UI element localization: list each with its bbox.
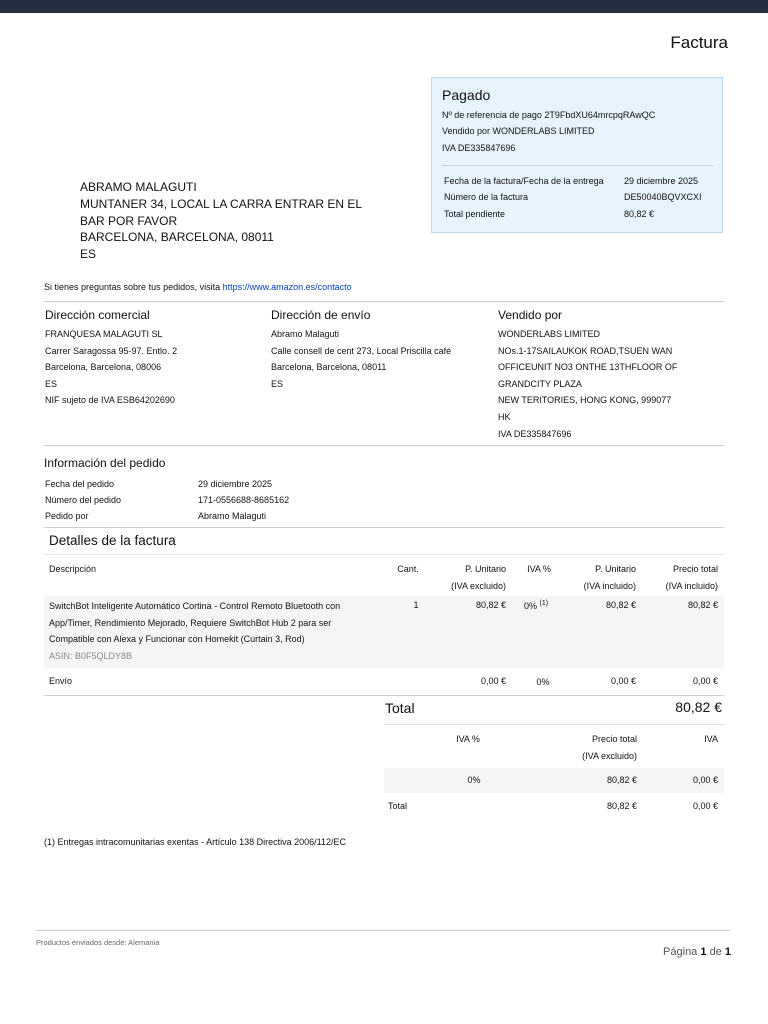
item-vat-footnote-ref: (1) (539, 600, 549, 607)
page-label: Página (663, 946, 698, 958)
customer-city: BARCELONA, BARCELONA, 08011 (80, 230, 274, 245)
divider (44, 445, 724, 446)
summary-total: 80,82 € (606, 775, 637, 785)
seller-line: WONDERLABS LIMITED (498, 329, 601, 339)
billing-heading: Dirección comercial (45, 308, 150, 322)
billing-line: NIF sujeto de IVA ESB64202690 (45, 395, 175, 406)
customer-address (80, 179, 370, 263)
top-bar (0, 0, 768, 13)
ordered-by-row (45, 511, 267, 521)
seller-line: GRANDCITY PLAZA (498, 378, 582, 389)
page-number (663, 946, 731, 958)
shipping-total-price: 0,00 € (692, 676, 718, 686)
payment-status-box (431, 77, 723, 233)
col-unit-price-excl-line1: P. Unitario (465, 564, 506, 574)
seller-line: HK (498, 411, 511, 422)
divider (44, 527, 724, 528)
order-number-label: Número del pedido (45, 495, 122, 505)
page-of: de (709, 946, 722, 958)
order-number-row (45, 495, 290, 505)
ordered-by-value: Abramo Malaguti (198, 511, 267, 521)
amount-due-label: Total pendiente (444, 209, 506, 219)
invoice-number-value: DE50040BQVXCXI (624, 192, 702, 202)
shipping-line: ES (271, 378, 284, 389)
seller-line: NOs.1-17SAILAUKOK ROAD,TSUEN WAN (498, 345, 673, 356)
total-label: Total (385, 700, 415, 716)
ordered-by-label: Pedido por (45, 511, 89, 521)
invoice-details-heading: Detalles de la factura (49, 533, 176, 548)
document-title: Factura (670, 33, 728, 52)
col-description: Descripción (49, 564, 97, 574)
invoice-number-row (444, 192, 712, 202)
payment-status: Pagado (442, 87, 491, 103)
shipping-vat-percent: 0% (536, 677, 550, 687)
col-unit-price-excl (430, 561, 506, 594)
col-total-price (640, 561, 718, 594)
item-total-price: 80,82 € (687, 600, 718, 610)
contact-note (44, 282, 352, 292)
page-total: 1 (724, 946, 731, 958)
customer-country: ES (80, 247, 97, 262)
shipping-label: Envío (49, 676, 73, 686)
col-unit-price-incl (560, 561, 636, 594)
col-total-price-line1: Precio total (672, 564, 718, 574)
item-vat-percent (524, 600, 548, 611)
item-quantity: 1 (413, 600, 419, 610)
summary-col-total-line2: (IVA excluido) (582, 750, 637, 761)
payment-reference: Nº de referencia de pago 2T9FbdXU64mrcpqRAwQC (442, 110, 656, 120)
summary-vat-percent: 0% (467, 775, 481, 785)
seller-line: OFFICEUNIT NO3 ONTHE 13THFLOOR OF (498, 362, 678, 373)
col-quantity: Cant. (397, 564, 419, 574)
shipping-unit-price-excl: 0,00 € (480, 676, 506, 686)
footer-divider (36, 930, 730, 931)
summary-total-vat: 0,00 € (692, 801, 718, 811)
divider (44, 695, 724, 696)
invoice-date-row (444, 176, 712, 186)
shipping-unit-price-incl: 0,00 € (610, 676, 636, 686)
shipping-line: Calle consell de cent 273, Local Priscilla café (271, 345, 452, 356)
shipped-from: Productos enviados desde: Alemania (36, 938, 160, 947)
summary-col-vat-percent: IVA % (456, 734, 480, 744)
billing-line: Barcelona, Barcelona, 08006 (45, 362, 162, 373)
item-unit-price-excl: 80,82 € (475, 600, 506, 610)
col-vat-percent: IVA % (527, 564, 551, 574)
col-total-price-line2: (IVA incluido) (665, 580, 718, 591)
customer-name: ABRAMO MALAGUTI (80, 180, 197, 194)
item-unit-price-incl: 80,82 € (605, 600, 636, 610)
shipping-heading: Dirección de envío (271, 308, 371, 322)
invoice-number-label: Número de la factura (444, 192, 529, 202)
total-value: 80,82 € (675, 699, 722, 715)
seller-vat: IVA DE335847696 (442, 143, 516, 153)
shipping-line: Barcelona, Barcelona, 08011 (271, 362, 387, 373)
billing-line: Carrer Saragossa 95-97. Entlo. 2 (45, 345, 178, 356)
item-asin: ASIN: B0F5QLDY8B (49, 650, 133, 661)
col-unit-price-excl-line2: (IVA excluido) (451, 580, 506, 591)
order-date-row (45, 479, 273, 489)
divider (44, 554, 724, 555)
divider (44, 301, 724, 302)
divider (384, 724, 724, 725)
summary-col-total-line1: Precio total (591, 734, 637, 744)
summary-total-amount: 80,82 € (606, 801, 637, 811)
item-description (49, 598, 379, 664)
col-unit-price-incl-line1: P. Unitario (595, 564, 636, 574)
summary-col-vat: IVA (704, 734, 718, 744)
billing-line: ES (45, 378, 58, 389)
seller-line: IVA DE335847696 (498, 428, 572, 439)
customer-street: MUNTANER 34, LOCAL LA CARRA ENTRAR EN EL BAR POR FAVOR (80, 196, 362, 228)
seller-heading: Vendido por (498, 308, 563, 322)
order-date-value: 29 diciembre 2025 (198, 479, 273, 489)
billing-line: FRANQUESA MALAGUTI SL (45, 329, 163, 339)
amount-due-value: 80,82 € (624, 209, 655, 219)
seller-address (498, 308, 723, 442)
shipping-address (271, 308, 491, 392)
amount-due-row (444, 209, 712, 219)
divider (442, 165, 713, 166)
order-number-value: 171-0556688-8685162 (198, 495, 290, 505)
item-vat-value: 0% (524, 601, 538, 611)
invoice-date-label: Fecha de la factura/Fecha de la entrega (444, 176, 604, 186)
contact-text: Si tienes preguntas sobre tus pedidos, visita (44, 282, 221, 292)
footnote: (1) Entregas intracomunitarias exentas - Artículo 138 Directiva 2006/112/EC (44, 837, 346, 847)
order-info-heading: Información del pedido (44, 456, 166, 470)
billing-address (45, 308, 260, 409)
page-current: 1 (700, 946, 707, 958)
item-title: SwitchBot Inteligente Automático Cortina - Control Remoto Bluetooth con App/Timer, Rendimiento Mejorado, Requiere SwitchBot Hub 2 para ser Compatible con Alexa y Funcionar con Homekit (Curtain 3, Rod) (49, 601, 341, 644)
summary-vat: 0,00 € (692, 775, 718, 785)
invoice-date-value: 29 diciembre 2025 (624, 176, 699, 186)
sold-by-line: Vendido por WONDERLABS LIMITED (442, 126, 595, 136)
contact-link[interactable]: https://www.amazon.es/contacto (222, 282, 352, 292)
shipping-line: Abramo Malaguti (271, 329, 340, 339)
order-date-label: Fecha del pedido (45, 479, 115, 489)
seller-line: NEW TERITORIES, HONG KONG, 999077 (498, 395, 672, 406)
summary-col-total (560, 731, 637, 764)
summary-total-label: Total (388, 801, 408, 811)
col-unit-price-incl-line2: (IVA incluido) (583, 580, 636, 591)
